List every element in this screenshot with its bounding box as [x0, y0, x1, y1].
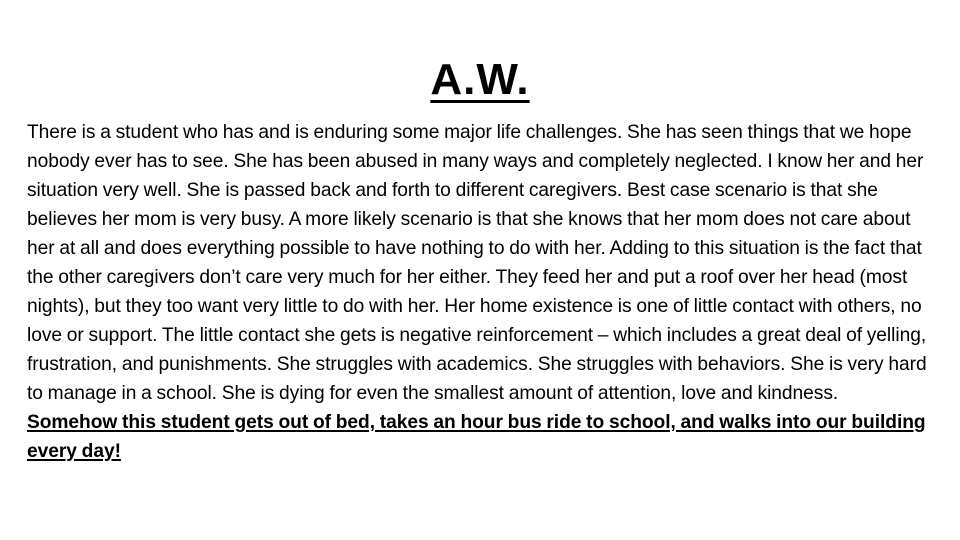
slide-title [0, 52, 960, 108]
emphasis-statement: Somehow this student gets out of bed, takes an hour bus ride to school, and walks into our building every day! [27, 412, 926, 462]
slide-title-text: A.W. [430, 55, 530, 104]
body-paragraph: There is a student who has and is enduring some major life challenges. She has seen things that we hope nobody ever has to see. She has been abused in many ways and completely neglected. I know her and her situation very well. She is passed back and forth to different caregivers. Best case scenario is that she believes her mom is very busy. A more likely scenario is that she knows that her mom does not care about her at all and does everything possible to have nothing to do with her. Adding to this situation is the fact that the other caregivers don’t care very much for her either. They feed her and put a roof over her head (most nights), but they too want very little to do with her. Her home existence is one of little contact with others, no love or support. The little contact she gets is negative reinforcement – which includes a great deal of yelling, frustration, and punishments. She struggles with academics. She struggles with behaviors. She is very hard to manage in a school. She is dying for even the smallest amount of attention, love and kindness. [27, 122, 927, 404]
slide-body [27, 118, 933, 466]
